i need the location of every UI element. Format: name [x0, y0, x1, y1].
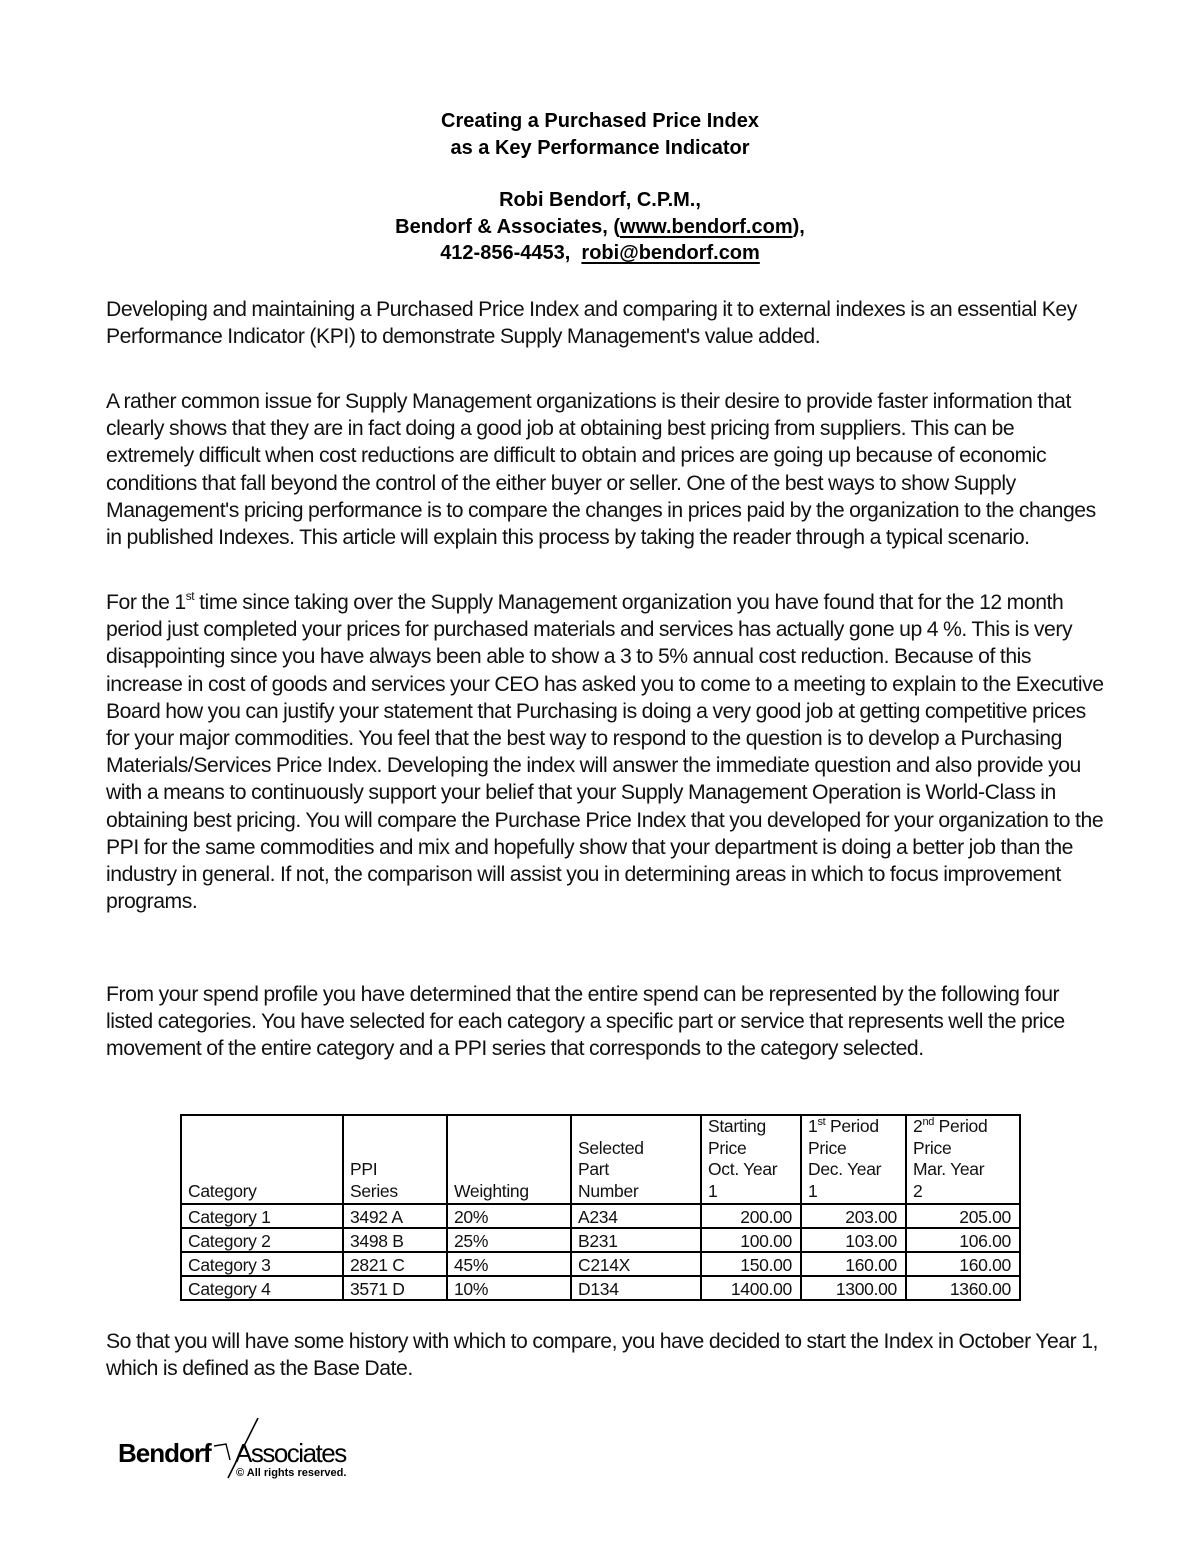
paragraph-intro: Developing and maintaining a Purchased Price Index and comparing it to external indexes is an essential Key Performance Indicator (KPI) to demonstrate Supply Management's value added.	[106, 298, 1077, 349]
paragraph-base-date: So that you will have some history with which to compare, you have decided to start the Index in October Year 1, which is defined as the Base Date.	[106, 1330, 1098, 1381]
cell-ppi-series: 2821 C	[343, 1252, 447, 1276]
company-logo	[118, 1418, 378, 1482]
header-second-period-price: 2nd Period Price Mar. Year 2	[906, 1115, 1020, 1204]
cell-second-period-price: 205.00	[906, 1204, 1020, 1228]
phone-number: 412-856-4453,	[440, 242, 571, 264]
paragraph-scenario-start: For the 1	[106, 591, 186, 614]
cell-weighting: 45%	[447, 1252, 571, 1276]
author-name: Robi Bendorf, C.P.M.,	[499, 189, 701, 211]
cell-category: Category 2	[181, 1228, 343, 1252]
company-suffix: ),	[792, 215, 805, 238]
title-block	[0, 108, 1200, 267]
cell-category: Category 1	[181, 1204, 343, 1228]
company-line	[0, 214, 1200, 241]
cell-category: Category 4	[181, 1276, 343, 1300]
cell-ppi-series: 3498 B	[343, 1228, 447, 1252]
logo-text-associates: Associates	[235, 1438, 346, 1468]
paragraph-issue: A rather common issue for Supply Management organizations is their desire to provide faster information that clearly shows that they are in fact doing a good job at obtaining best pricing from suppliers. This can be extremely difficult when cost reductions are difficult to obtain and prices are going up because of economic conditions that fall beyond the control of the either buyer or seller. One of the best ways to show Supply Management's pricing performance is to compare the changes in prices paid by the organization to the changes in published Indexes. This article will explain this process by taking the reader through a typical scenario.	[106, 390, 1096, 550]
company-name: Bendorf & Associates, (	[395, 215, 621, 238]
cell-part-number: D134	[571, 1276, 701, 1300]
email-link[interactable]: robi@bendorf.com	[581, 242, 760, 264]
ordinal-superscript: st	[185, 589, 195, 603]
cell-second-period-price: 106.00	[906, 1228, 1020, 1252]
cell-category: Category 3	[181, 1252, 343, 1276]
cell-starting-price: 100.00	[701, 1228, 801, 1252]
cell-starting-price: 1400.00	[701, 1276, 801, 1300]
table-header-row	[181, 1115, 1020, 1204]
table-row	[181, 1204, 1020, 1228]
website-link[interactable]: www.bendorf.com	[620, 215, 793, 238]
cell-second-period-price: 1360.00	[906, 1276, 1020, 1300]
header-category: Category	[181, 1115, 343, 1204]
cell-weighting: 20%	[447, 1204, 571, 1228]
cell-first-period-price: 160.00	[801, 1252, 906, 1276]
header-starting-price: Starting Price Oct. Year 1	[701, 1115, 801, 1204]
cell-ppi-series: 3571 D	[343, 1276, 447, 1300]
copyright-text: © All rights reserved.	[236, 1467, 347, 1479]
title-line-1: Creating a Purchased Price Index	[441, 110, 759, 132]
header-part-number: Selected Part Number	[571, 1115, 701, 1204]
cell-starting-price: 200.00	[701, 1204, 801, 1228]
cell-second-period-price: 160.00	[906, 1252, 1020, 1276]
cell-first-period-price: 1300.00	[801, 1276, 906, 1300]
cell-part-number: A234	[571, 1204, 701, 1228]
paragraph-scenario-rest: time since taking over the Supply Management organization you have found that for the 12 month period just completed your prices for purchased materials and services has actually gone up 4 %. This is very disappointing since you have always been able to show a 3 to 5% annual cost reduction. Because of this increase in cost of goods and services your CEO has asked you to come to a meeting to explain to the Executive Board how you can justify your statement that Purchasing is doing a very good job at getting competitive prices for your major commodities. You feel that the best way to respond to the question is to develop a Purchasing Materials/Services Price Index. Developing the index will answer the immediate question and also provide you with a means to continuously support your belief that your Supply Management Operation is World-Class in obtaining best pricing. You will compare the Purchase Price Index that you developed for your organization to the PPI for the same commodities and mix and hopefully show that your department is doing a better job than the industry in general. If not, the comparison will assist you in determining areas in which to focus improvement programs.	[106, 591, 1104, 914]
table-row	[181, 1276, 1020, 1300]
cell-first-period-price: 203.00	[801, 1204, 906, 1228]
header-first-period-price: 1st Period Price Dec. Year 1	[801, 1115, 906, 1204]
header-weighting: Weighting	[447, 1115, 571, 1204]
cell-ppi-series: 3492 A	[343, 1204, 447, 1228]
table-row	[181, 1228, 1020, 1252]
header-ppi-series: PPI Series	[343, 1115, 447, 1204]
title-line-2: as a Key Performance Indicator	[450, 136, 750, 159]
paragraph-spend-profile: From your spend profile you have determined that the entire spend can be represented by the following four listed categories. You have selected for each category a specific part or service that represents well the price movement of the entire category and a PPI series that corresponds to the category selected.	[106, 983, 1065, 1061]
logo-text-bendorf: Bendorf	[118, 1438, 211, 1468]
cell-weighting: 10%	[447, 1276, 571, 1300]
table-row	[181, 1252, 1020, 1276]
cell-weighting: 25%	[447, 1228, 571, 1252]
contact-line	[0, 240, 1200, 267]
cell-part-number: B231	[571, 1228, 701, 1252]
price-table	[180, 1114, 1021, 1301]
cell-part-number: C214X	[571, 1252, 701, 1276]
cell-first-period-price: 103.00	[801, 1228, 906, 1252]
cell-starting-price: 150.00	[701, 1252, 801, 1276]
paragraph-scenario	[106, 589, 1106, 915]
